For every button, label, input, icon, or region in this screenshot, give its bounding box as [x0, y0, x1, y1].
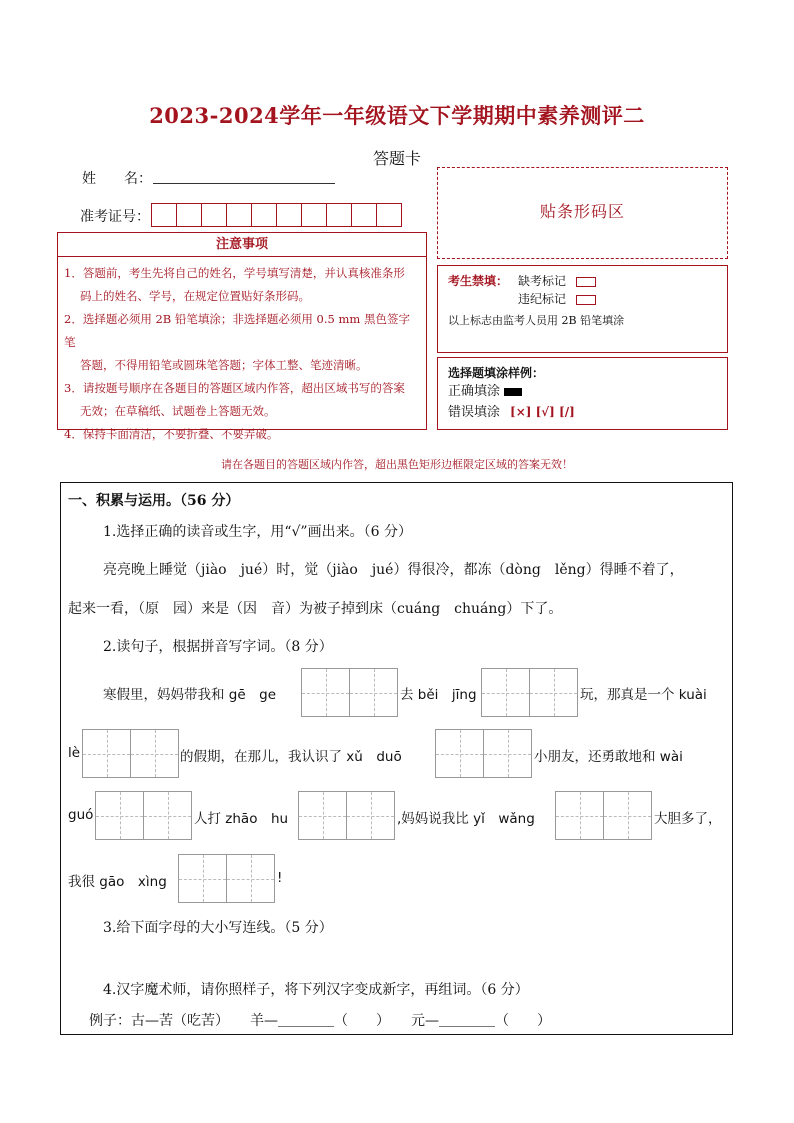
notice-item: 答题，不得用铅笔或圆珠笔答题；字体工整、笔迹清晰。 [80, 358, 368, 372]
answer-sheet-subtitle: 答题卡 [372, 149, 421, 168]
section-1-box [60, 482, 733, 1035]
q2-text: ,妈妈说我比 yǐ wǎng [397, 811, 535, 827]
writing-grid[interactable] [298, 791, 394, 840]
q2-text: 大胆多了， [654, 811, 722, 827]
writing-grid[interactable] [301, 668, 397, 717]
id-digit-box[interactable] [276, 203, 302, 227]
name-label: 姓 名： [82, 171, 152, 187]
id-digit-box[interactable] [251, 203, 277, 227]
filled-mark-icon [504, 388, 522, 396]
id-digit-box[interactable] [326, 203, 352, 227]
exam-id-boxes[interactable] [151, 203, 401, 227]
writing-grid[interactable] [435, 729, 531, 778]
notice-item: 码上的姓名、学号，在规定位置贴好条形码。 [80, 289, 310, 303]
q1-title: 1.选择正确的读音或生字，用“√”画出来。（6 分） [103, 524, 412, 540]
id-digit-box[interactable] [201, 203, 227, 227]
notice-item: 1．答题前，考生先将自己的姓名，学号填写清楚，并认真核准条形 [64, 266, 405, 280]
q2-title: 2.读句子，根据拼音写字词。（8 分） [103, 639, 333, 655]
correct-fill-label: 正确填涂 [448, 384, 501, 399]
absent-mark-box[interactable] [576, 277, 596, 287]
q4-title: 4.汉字魔术师，请你照样子，将下列汉字变成新字，再组词。（6 分） [103, 982, 529, 998]
writing-grid[interactable] [555, 791, 651, 840]
id-digit-box[interactable] [151, 203, 177, 227]
q2-text: guó [68, 807, 94, 823]
id-digit-box[interactable] [351, 203, 377, 227]
q1-line-1: 亮亮晚上睡觉（jiào jué）时，觉（jiào jué）得很冷，都冻（dòng lěng）得睡不着了， [103, 562, 684, 578]
writing-grid[interactable] [95, 791, 191, 840]
q4-example: 例子：古—苦（吃苦） 羊—＿＿＿＿（ ） 元—＿＿＿＿（ ） [89, 1013, 551, 1029]
q2-text: 小朋友，还勇敢地和 wài [534, 749, 683, 765]
wrong-fill-marks: [×] [√] [/] [510, 405, 575, 419]
q1-line-2: 起来一看，（原 园）来是（因 音）为被子掉到床（cuáng chuáng）下了。 [68, 601, 563, 617]
name-field[interactable] [153, 183, 335, 184]
writing-grid[interactable] [481, 668, 577, 717]
notice-body [57, 256, 427, 441]
section-1-heading: 一、积累与运用。（56 分） [68, 493, 240, 509]
q3-title: 3.给下面字母的大小写连线。（5 分） [103, 920, 333, 936]
q2-text: 玩，那真是一个 kuài [580, 687, 707, 703]
exam-id-label: 准考证号： [80, 209, 150, 225]
ban-note: 以上标志由监考人员用 2B 铅笔填涂 [448, 314, 625, 327]
q2-text: lè [68, 745, 81, 761]
q2-text: 我很 gāo xìng [68, 874, 167, 890]
sample-title: 选择题填涂样例： [448, 366, 545, 380]
absent-mark-label: 缺考标记 [518, 274, 567, 288]
q2-text: 人打 zhāo hu [194, 811, 289, 827]
area-warning: 请在各题目的答题区域内作答，超出黑色矩形边框限定区域的答案无效！ [221, 458, 573, 471]
notice-item: 3．请按题号顺序在各题目的答题区域内作答，超出区域书写的答案 [64, 381, 405, 395]
barcode-area: 贴条形码区 [437, 167, 728, 259]
violation-mark-box[interactable] [576, 295, 596, 305]
notice-heading: 注意事项 [57, 232, 427, 257]
writing-grid[interactable] [178, 854, 274, 903]
examiner-only-box [437, 265, 728, 353]
notice-item: 2．选择题必须用 2B 铅笔填涂；非选择题必须用 0.5 mm 黑色签字笔 [64, 312, 410, 349]
wrong-fill-label: 错误填涂 [448, 405, 501, 420]
q2-text: 寒假里，妈妈带我和 gē ge [103, 687, 277, 703]
id-digit-box[interactable] [301, 203, 327, 227]
id-digit-box[interactable] [376, 203, 402, 227]
ban-label: 考生禁填： [448, 274, 509, 288]
violation-mark-label: 违纪标记 [518, 292, 567, 306]
id-digit-box[interactable] [176, 203, 202, 227]
id-digit-box[interactable] [226, 203, 252, 227]
notice-item: 无效；在草稿纸、试题卷上答题无效。 [80, 404, 276, 418]
notice-item: 4．保持卡面清洁，不要折叠、不要弄破。 [64, 427, 279, 441]
q2-text: ! [277, 870, 283, 886]
writing-grid[interactable] [82, 729, 178, 778]
q2-text: 去 běi jīng [400, 687, 477, 703]
fill-sample-box [437, 357, 728, 430]
page-title: 2023-2024学年一年级语文下学期期中素养测评二 [149, 103, 645, 128]
q2-text: 的假期，在那儿，我认识了 xǔ duō [180, 749, 402, 765]
